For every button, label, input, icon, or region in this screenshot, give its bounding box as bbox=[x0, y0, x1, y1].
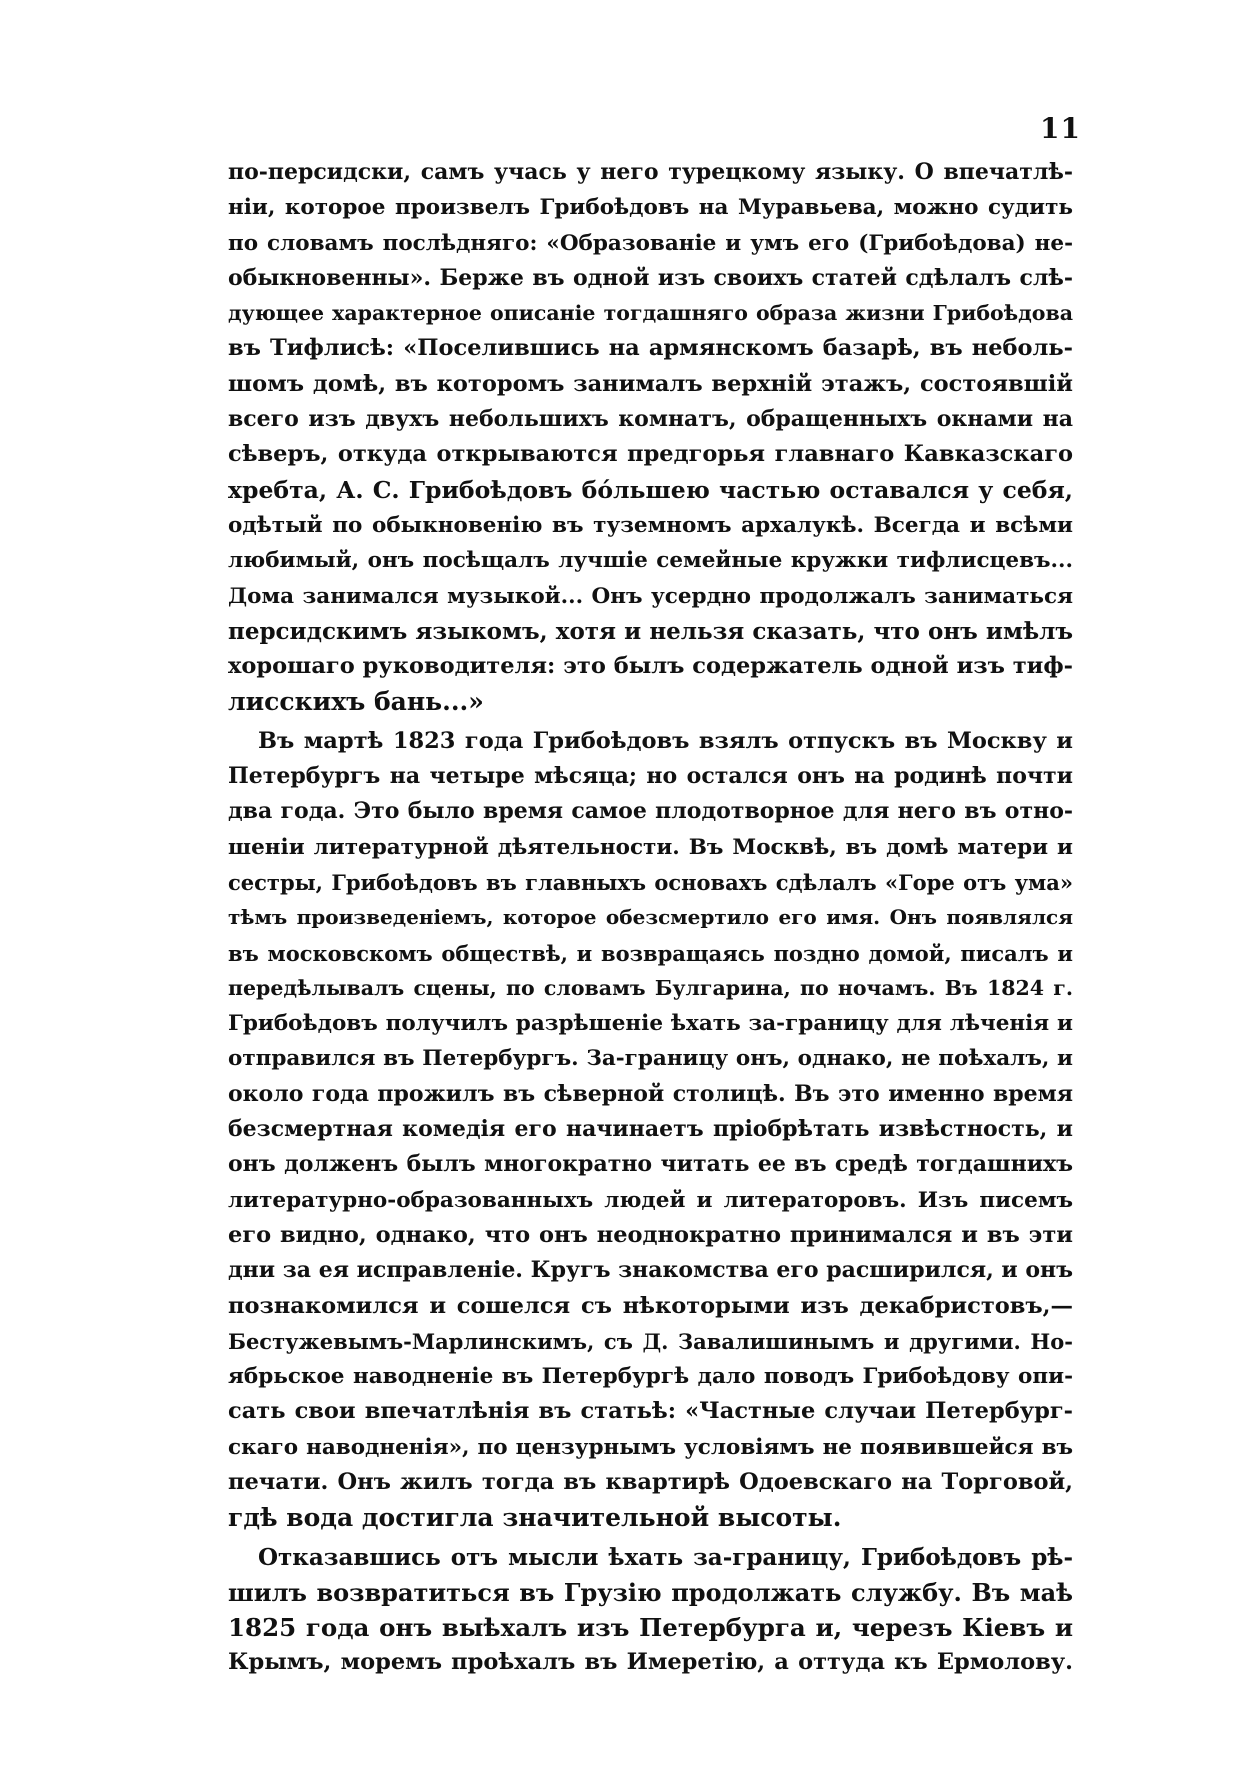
text-line: ябрьское наводненіе въ Петербургѣ дало поводъ Грибоѣдову опи- bbox=[228, 1364, 1073, 1390]
body-text bbox=[228, 155, 1073, 1681]
text-line: всего изъ двухъ небольшихъ комнатъ, обращенныхъ окнами на bbox=[228, 406, 1073, 433]
text-line: гдѣ вода достигла значительной высоты. bbox=[228, 1503, 842, 1533]
text-line: шеніи литературной дѣятельности. Въ Москвѣ, въ домѣ матери и bbox=[228, 834, 1073, 860]
text-line: познакомился и сошелся съ нѣкоторыми изъ декабристовъ,— bbox=[228, 1292, 1073, 1319]
paragraph-3 bbox=[228, 1540, 1073, 1681]
text-line: шомъ домѣ, въ которомъ занималъ верхній этажъ, состоявшій bbox=[228, 370, 1073, 397]
text-line: хребта, А. С. Грибоѣдовъ бóльшею частью оставался у себя, bbox=[228, 475, 1073, 504]
text-line: ніи, которое произвелъ Грибоѣдовъ на Муравьева, можно судить bbox=[228, 195, 1073, 221]
text-line: Дома занимался музыкой... Онъ усердно продолжалъ заниматься bbox=[228, 583, 1073, 609]
paragraph-2 bbox=[228, 724, 1073, 1536]
text-line: печати. Онъ жилъ тогда въ квартирѣ Одоевскаго на Торговой, bbox=[228, 1468, 1073, 1495]
text-line: передѣлывалъ сцены, по словамъ Булгарина, по ночамъ. Въ 1824 г. bbox=[228, 975, 1073, 1000]
text-line: скаго наводненія», по цензурнымъ условіямъ не появившейся въ bbox=[228, 1434, 1073, 1460]
text-line: дующее характерное описаніе тогдашняго образа жизни Грибоѣдова bbox=[228, 301, 1073, 326]
text-line: онъ долженъ былъ многократно читать ее въ средѣ тогдашнихъ bbox=[228, 1151, 1073, 1178]
text-line: дни за ея исправленіе. Кругъ знакомства его расширился, и онъ bbox=[228, 1257, 1074, 1284]
text-line: обыкновенны». Берже въ одной изъ своихъ статей сдѣлалъ слѣ- bbox=[228, 264, 1073, 291]
text-line: тѣмъ произведеніемъ, которое обезсмертило его имя. Онъ появлялся bbox=[228, 905, 1073, 930]
text-line: персидскимъ языкомъ, хотя и нельзя сказать, что онъ имѣлъ bbox=[228, 617, 1073, 645]
text-line: Петербургъ на четыре мѣсяца; но остался онъ на родинѣ почти bbox=[228, 763, 1073, 790]
text-line: лисскихъ бань...» bbox=[228, 687, 484, 717]
text-line: любимый, онъ посѣщалъ лучшіе семейные кружки тифлисцевъ... bbox=[228, 548, 1073, 574]
text-line: Крымъ, моремъ проѣхалъ въ Имеретію, а оттуда къ Ермолову. bbox=[228, 1649, 1073, 1676]
text-line: два года. Это было время самое плодотворное для него въ отно- bbox=[228, 798, 1073, 825]
text-line: одѣтый по обыкновенію въ туземномъ архалукѣ. Всегда и всѣми bbox=[228, 512, 1073, 538]
page-number: 11 bbox=[1040, 112, 1081, 145]
text-line: Бестужевымъ-Марлинскимъ, съ Д. Завалишинымъ и другими. Но- bbox=[228, 1328, 1073, 1354]
text-line: Грибоѣдовъ получилъ разрѣшеніе ѣхать за-границу для лѣченія и bbox=[228, 1011, 1073, 1037]
text-line: литературно-образованныхъ людей и литераторовъ. Изъ писемъ bbox=[228, 1187, 1073, 1213]
text-line: Отказавшись отъ мысли ѣхать за-границу, Грибоѣдовъ рѣ- bbox=[258, 1543, 1073, 1571]
text-line: около года прожилъ въ сѣверной столицѣ. Въ это именно время bbox=[228, 1080, 1073, 1107]
text-line: сестры, Грибоѣдовъ въ главныхъ основахъ сдѣлалъ «Горе отъ ума» bbox=[228, 869, 1073, 895]
text-line: по словамъ послѣдняго: «Образованіе и умъ его (Грибоѣдова) не- bbox=[228, 230, 1073, 256]
text-line: отправился въ Петербургъ. За-границу онъ, однако, не поѣхалъ, и bbox=[228, 1046, 1073, 1072]
paragraph-1 bbox=[228, 155, 1073, 720]
text-line: 1825 года онъ выѣхалъ изъ Петербурга и, черезъ Кіевъ и bbox=[228, 1613, 1073, 1643]
text-line: въ Тифлисѣ: «Поселившись на армянскомъ базарѣ, въ неболь- bbox=[228, 335, 1073, 362]
text-line: безсмертная комедія его начинаетъ пріобрѣтать извѣстность, и bbox=[228, 1116, 1073, 1143]
text-line: хорошаго руководителя: это былъ содержатель одной изъ тиф- bbox=[228, 653, 1073, 680]
text-line: сѣверъ, откуда открываются предгорья главнаго Кавказскаго bbox=[228, 441, 1073, 468]
text-line: Въ мартѣ 1823 года Грибоѣдовъ взялъ отпускъ въ Москву и bbox=[258, 727, 1073, 754]
text-line: сать свои впечатлѣнія въ статьѣ: «Частные случаи Петербург- bbox=[228, 1398, 1073, 1425]
text-line: по-персидски, самъ учась у него турецкому языку. О впечатлѣ- bbox=[228, 159, 1073, 185]
text-line: его видно, однако, что онъ неоднократно принимался и въ эти bbox=[228, 1221, 1073, 1248]
text-line: въ московскомъ обществѣ, и возвращаясь поздно домой, писалъ и bbox=[228, 940, 1073, 966]
text-line: шилъ возвратиться въ Грузію продолжать службу. Въ маѣ bbox=[228, 1577, 1073, 1607]
